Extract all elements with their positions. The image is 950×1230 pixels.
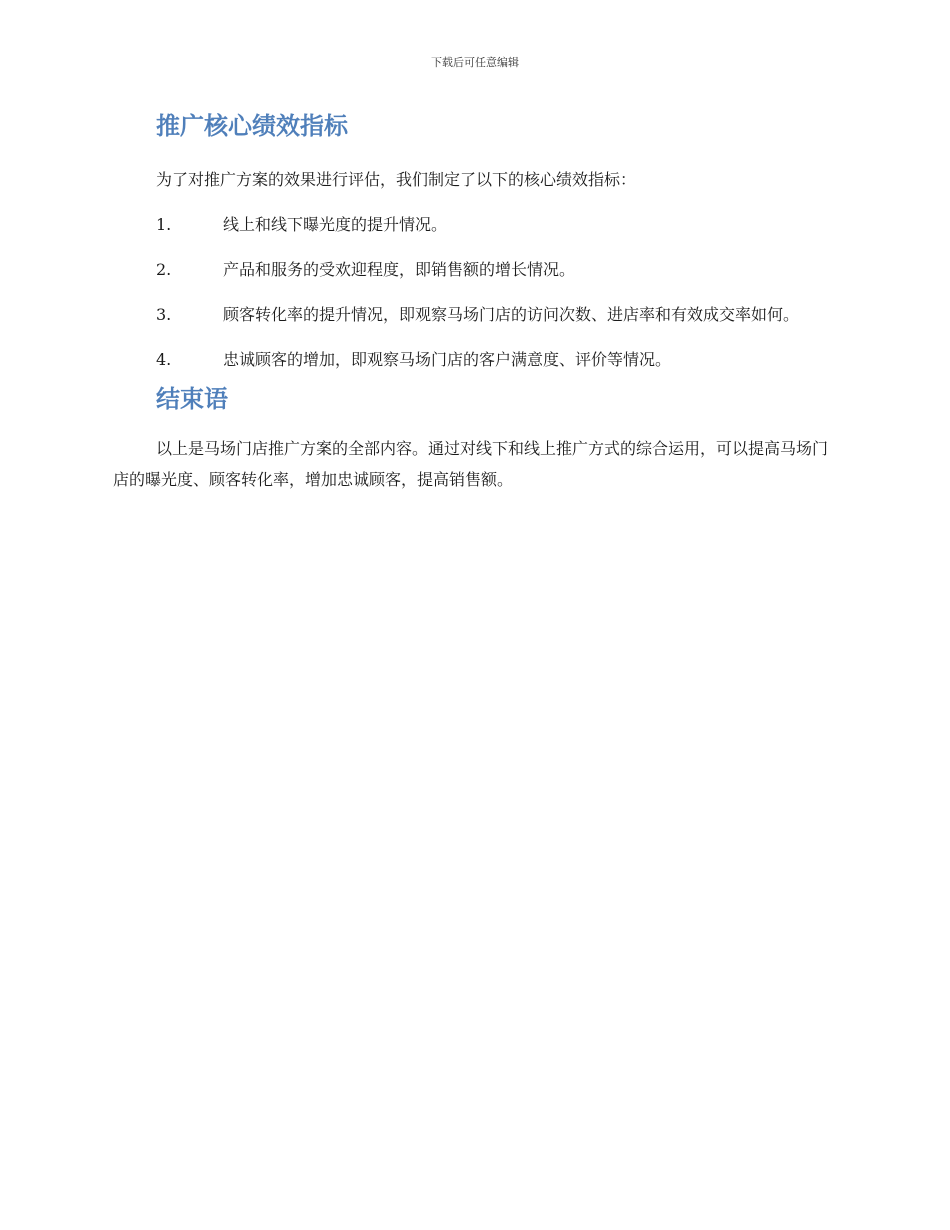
list-item-text: 顾客转化率的提升情况，即观察马场门店的访问次数、进店率和有效成交率如何。 <box>223 305 800 324</box>
section-heading-conclusion: 结束语 <box>156 385 228 413</box>
page-header-note: 下载后可任意编辑 <box>431 56 519 69</box>
list-item-number: 2. <box>156 260 172 279</box>
kpi-list-item <box>113 209 839 240</box>
list-item-text: 忠诚顾客的增加，即观察马场门店的客户满意度、评价等情况。 <box>223 350 672 369</box>
list-item-number: 3. <box>156 305 172 324</box>
list-item-number: 1. <box>156 215 172 234</box>
section-heading-kpi: 推广核心绩效指标 <box>156 112 348 140</box>
list-item-text: 线上和线下曝光度的提升情况。 <box>223 215 448 234</box>
kpi-list-item <box>113 344 839 375</box>
list-item-number: 4. <box>156 350 172 369</box>
list-item-text: 产品和服务的受欢迎程度，即销售额的增长情况。 <box>223 260 576 279</box>
kpi-list-item <box>113 254 839 285</box>
kpi-list-item <box>113 299 839 330</box>
document-body <box>113 108 839 495</box>
kpi-intro-paragraph: 为了对推广方案的效果进行评估，我们制定了以下的核心绩效指标： <box>156 170 637 189</box>
conclusion-paragraph: 以上是马场门店推广方案的全部内容。通过对线下和线上推广方式的综合运用，可以提高马场门店的曝光度、顾客转化率，增加忠诚顾客，提高销售额。 <box>113 439 829 489</box>
